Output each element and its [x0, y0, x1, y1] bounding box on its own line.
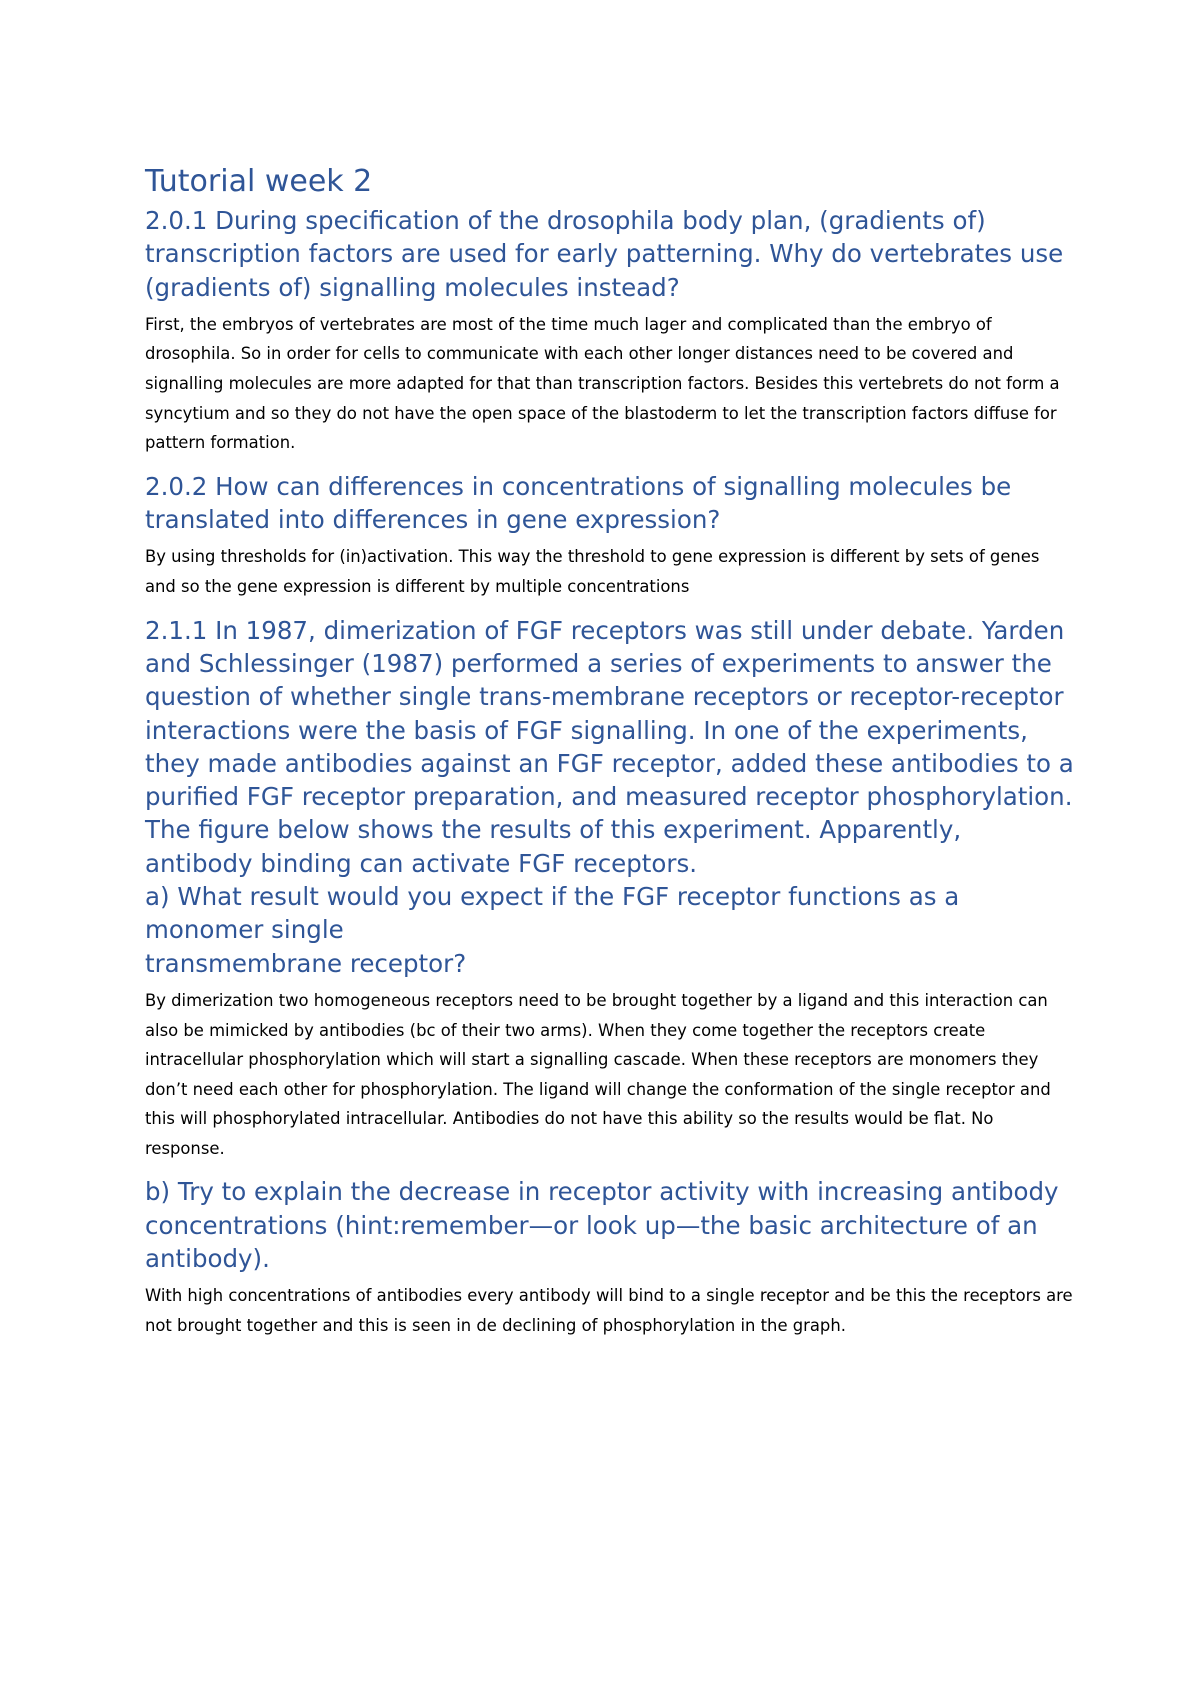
- answer-2-0-1: First, the embryos of vertebrates are most of the time much lager and complicated than the embryo of drosophila. So in order for cells to communicate with each other longer distances need to be covered and signalling molecules are more adapted for that than transcription factors. Besides this vertebrets do not form a syncytium and so they do not have the open space of the blastoderm to let the transcription factors diffuse for pattern formation.: [145, 314, 1060, 453]
- question-2-0-2-heading: 2.0.2 How can differences in concentrations of signalling molecules be translated into differences in gene expression?: [145, 471, 1012, 535]
- document-title: Tutorial week 2: [145, 164, 373, 199]
- answer-a: By dimerization two homogeneous receptors need to be brought together by a ligand and this interaction can also be mimicked by antibodies (bc of their two arms). When they come together the receptors create intracellular phosphorylation which will start a signalling cascade. When these receptors are monomers they don’t need each other for phosphorylation. The ligand will change the conformation of the single receptor and this will phosphorylated intracellular. Antibodies do not have this ability so the results would be flat. No response.: [145, 990, 1051, 1158]
- question-a-heading: a) What result would you expect if the FGF receptor functions as a monomer single transmembrane receptor?: [145, 882, 960, 978]
- document-body: [145, 163, 1075, 1341]
- question-2-0-1-heading: 2.0.1 During specification of the drosophila body plan, (gradients of) transcription factors are used for early patterning. Why do vertebrates use (gradients of) signalling molecules instead?: [145, 206, 1064, 302]
- answer-2-0-2: By using thresholds for (in)activation. This way the threshold to gene expression is different by sets of genes and so the gene expression is different by multiple concentrations: [145, 547, 1040, 597]
- question-2-1-1-heading: 2.1.1 In 1987, dimerization of FGF receptors was still under debate. Yarden and Schlessinger (1987) performed a series of experiments to answer the question of whether single trans-membrane receptors or receptor-receptor interactions were the basis of FGF signalling. In one of the experiments, they made antibodies against an FGF receptor, added these antibodies to a purified FGF receptor preparation, and measured receptor phosphorylation. The figure below shows the results of this experiment. Apparently, antibody binding can activate FGF receptors.: [145, 615, 1074, 878]
- spacer: [145, 458, 1075, 470]
- spacer: [145, 602, 1075, 614]
- spacer: [145, 1163, 1075, 1175]
- question-b-heading: b) Try to explain the decrease in receptor activity with increasing antibody concentrations (hint:remember—or look up—the basic architecture of an antibody).: [145, 1177, 1059, 1274]
- answer-b: With high concentrations of antibodies every antibody will bind to a single receptor and be this the receptors are not brought together and this is seen in de declining of phosphorylation in the graph.: [145, 1286, 1073, 1335]
